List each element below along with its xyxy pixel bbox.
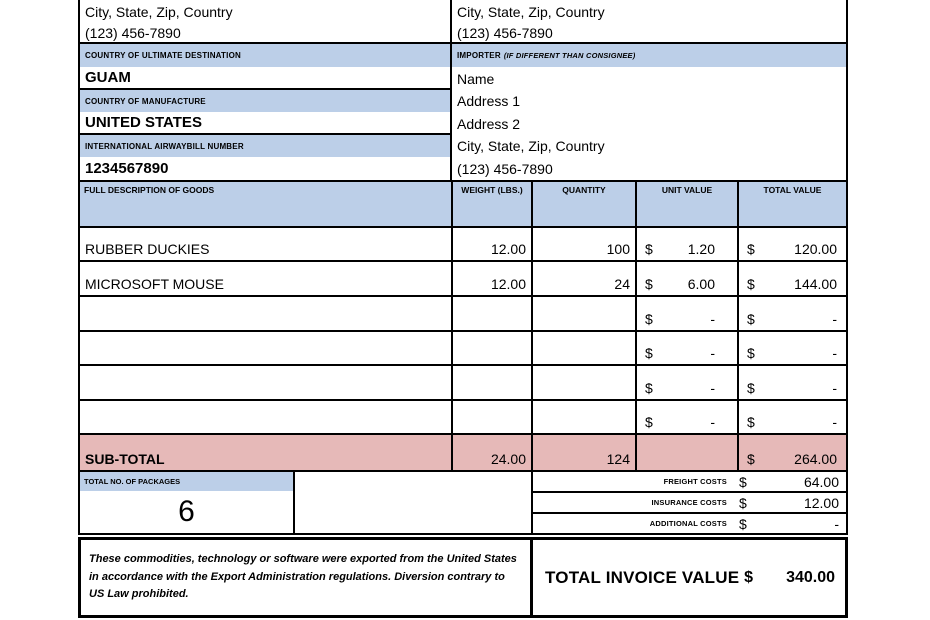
manufacture-label: COUNTRY OF MANUFACTURE <box>80 90 450 112</box>
cell-unit-value <box>637 401 739 433</box>
insurance-costs-row <box>533 493 846 514</box>
cell-quantity: 100 <box>533 228 637 260</box>
cell-quantity <box>533 332 637 364</box>
empty-cell <box>295 472 533 535</box>
currency-symbol: $ <box>747 241 755 257</box>
importer-phone-placeholder: (123) 456-7890 <box>457 160 553 177</box>
freight-costs-row <box>533 472 846 493</box>
freight-costs-amount: 64.00 <box>803 473 839 490</box>
cell-total-value <box>739 228 846 260</box>
currency-symbol: $ <box>645 345 653 361</box>
cell-unit-value <box>637 262 739 295</box>
exporter-column <box>78 0 452 180</box>
cell-description <box>80 297 453 330</box>
airwaybill-value: 1234567890 <box>85 160 169 177</box>
cell-unit-value <box>637 366 739 399</box>
cell-quantity: 24 <box>533 262 637 295</box>
currency-symbol: $ <box>747 345 755 361</box>
cell-weight <box>453 332 533 364</box>
importer-city-line-placeholder: City, State, Zip, Country <box>457 138 605 154</box>
goods-row <box>80 228 846 262</box>
total-amount: 120.00 <box>794 241 837 257</box>
total-amount: 144.00 <box>794 276 837 292</box>
goods-row-empty <box>80 332 846 366</box>
total-packages-label: TOTAL NO. OF PACKAGES <box>80 472 293 491</box>
cell-unit-value <box>637 228 739 260</box>
currency-symbol: $ <box>744 568 753 586</box>
consignee-phone: (123) 456-7890 <box>452 24 846 44</box>
goods-table <box>78 180 848 472</box>
destination-label: COUNTRY OF ULTIMATE DESTINATION <box>80 44 450 67</box>
goods-row <box>80 262 846 297</box>
packages-costs-section <box>78 472 848 535</box>
currency-symbol: $ <box>747 380 755 396</box>
export-statement-text: These commodities, technology or software were exported from the United States in accordance with the Export Administration regulations. Diversion contrary to US Law prohibited. <box>89 553 517 601</box>
currency-symbol: $ <box>645 276 653 292</box>
cell-description: RUBBER DUCKIES <box>80 228 453 260</box>
currency-symbol: $ <box>747 451 755 467</box>
exporter-phone: (123) 456-7890 <box>80 24 450 44</box>
cell-description: MICROSOFT MOUSE <box>80 262 453 295</box>
airwaybill-label: INTERNATIONAL AIRWAYBILL NUMBER <box>80 135 450 157</box>
total-packages-value: 6 <box>178 495 195 528</box>
goods-row-empty <box>80 297 846 332</box>
total-amount: - <box>832 311 837 327</box>
total-amount: - <box>832 380 837 396</box>
cell-unit-value <box>637 332 739 364</box>
header-total-value: TOTAL VALUE <box>763 185 822 195</box>
currency-symbol: $ <box>739 515 747 532</box>
currency-symbol: $ <box>747 276 755 292</box>
total-amount: - <box>832 414 837 430</box>
additional-costs-label: ADDITIONAL COSTS <box>649 519 727 528</box>
total-amount: - <box>832 345 837 361</box>
consignee-importer-column <box>452 0 848 180</box>
subtotal-label: SUB-TOTAL <box>80 435 453 470</box>
cell-total-value <box>739 262 846 295</box>
cell-weight: 12.00 <box>453 228 533 260</box>
unit-amount: 6.00 <box>687 276 715 292</box>
consignee-city-line: City, State, Zip, Country <box>457 4 605 20</box>
currency-symbol: $ <box>645 241 653 257</box>
exporter-city-line: City, State, Zip, Country <box>85 4 233 20</box>
cell-total-value <box>739 332 846 364</box>
cell-total-value <box>739 297 846 330</box>
importer-label-note: (IF DIFFERENT THAN CONSIGNEE) <box>503 51 636 60</box>
goods-row-empty <box>80 366 846 401</box>
unit-amount: 1.20 <box>687 241 715 257</box>
currency-symbol: $ <box>747 311 755 327</box>
cell-unit-value <box>637 297 739 330</box>
unit-amount: - <box>710 311 715 327</box>
subtotal-row <box>80 435 846 470</box>
footer-section <box>78 537 848 618</box>
currency-symbol: $ <box>739 473 747 490</box>
unit-amount: - <box>710 345 715 361</box>
importer-label-main: IMPORTER <box>457 51 501 60</box>
cell-description <box>80 401 453 433</box>
header-unit-value: UNIT VALUE <box>637 182 739 226</box>
cell-quantity <box>533 401 637 433</box>
cell-quantity <box>533 297 637 330</box>
header-description: FULL DESCRIPTION OF GOODS <box>80 182 453 226</box>
manufacture-value: UNITED STATES <box>80 112 450 135</box>
cell-weight <box>453 401 533 433</box>
subtotal-weight: 24.00 <box>453 435 533 470</box>
cell-description <box>80 332 453 364</box>
additional-costs-amount: - <box>834 515 839 532</box>
currency-symbol: $ <box>645 414 653 430</box>
cell-weight <box>453 297 533 330</box>
currency-symbol: $ <box>645 311 653 327</box>
cell-total-value <box>739 401 846 433</box>
costs-box <box>533 472 848 535</box>
cell-quantity <box>533 366 637 399</box>
currency-symbol: $ <box>645 380 653 396</box>
currency-symbol: $ <box>747 414 755 430</box>
total-invoice-label: TOTAL INVOICE VALUE <box>545 567 740 587</box>
goods-header-row <box>80 182 846 228</box>
export-statement-cell <box>81 540 533 615</box>
cell-description <box>80 366 453 399</box>
freight-costs-label: FREIGHT COSTS <box>663 477 727 486</box>
importer-address2-placeholder: Address 2 <box>457 115 521 132</box>
goods-row-empty <box>80 401 846 435</box>
unit-amount: - <box>710 414 715 430</box>
importer-label <box>452 44 846 67</box>
insurance-costs-amount: 12.00 <box>803 494 839 511</box>
header-weight: WEIGHT (LBS.) <box>453 182 533 226</box>
importer-address1-placeholder: Address 1 <box>457 93 521 109</box>
subtotal-quantity: 124 <box>533 435 637 470</box>
subtotal-amount: 264.00 <box>794 451 837 467</box>
total-invoice-amount: 340.00 <box>786 568 835 586</box>
insurance-costs-label: INSURANCE COSTS <box>651 498 727 507</box>
shipment-info-section <box>78 0 848 180</box>
importer-name-placeholder: Name <box>457 70 495 87</box>
cell-weight <box>453 366 533 399</box>
header-quantity: QUANTITY <box>533 182 637 226</box>
cell-total-value <box>739 366 846 399</box>
currency-symbol: $ <box>739 494 747 511</box>
destination-value: GUAM <box>80 67 450 90</box>
unit-amount: - <box>710 380 715 396</box>
total-packages-box <box>78 472 295 535</box>
subtotal-total-value <box>739 435 846 470</box>
subtotal-unit-empty <box>637 435 739 470</box>
cell-weight: 12.00 <box>453 262 533 295</box>
total-invoice-cell <box>533 540 845 615</box>
additional-costs-row <box>533 514 846 535</box>
